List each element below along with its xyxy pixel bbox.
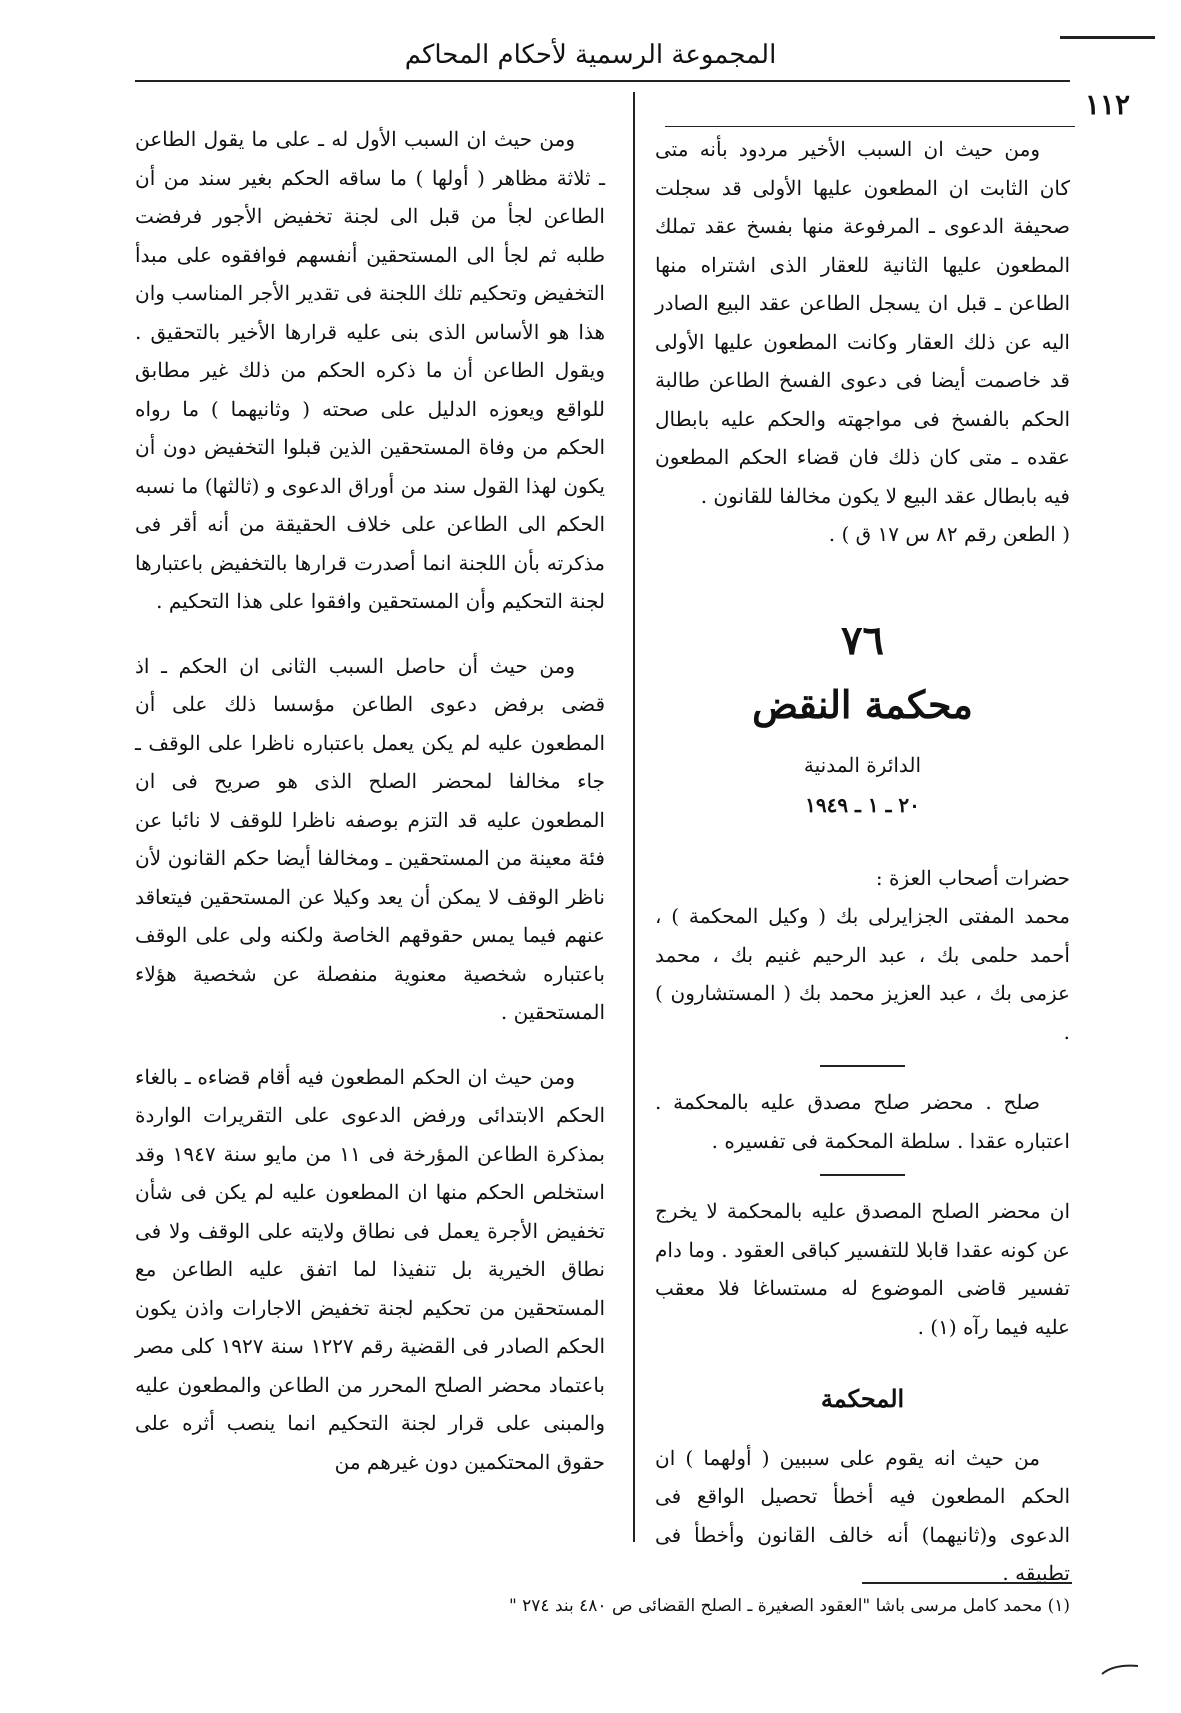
running-header: المجموعة الرسمية لأحكام المحاكم <box>404 40 777 70</box>
section-title: المحكمة <box>820 1384 905 1413</box>
separator-rule <box>820 1065 905 1067</box>
scan-mark <box>1100 1660 1140 1676</box>
judges-heading: حضرات أصحاب العزة : <box>875 865 1070 890</box>
keywords-text: صلح . محضر صلح مصدق عليه بالمحكمة . اعتباره عقدا . سلطة المحكمة فى تفسيره . <box>655 1090 1070 1153</box>
paragraph-last-reason: ومن حيث ان السبب الأخير مردود بأنه متى كان الثابت ان المطعون عليها الأولى قد سجلت صحيفة الدعوى ـ المرفوعة منها بفسخ عقد تملك المطعون عليها الثانية للعقار الذى اشتراه منها الطاعن ـ قبل ان يسجل الطاعن عقد البيع الصادر اليه عن ذلك العقار وكانت المطعون عليها الأولى قد خاصمت أيضا فى دعوى الفسخ الطاعن طالبة الحكم بالفسخ فى مواجهته والحكم عليه بابطال عقده ـ متى كان ذلك فان قضاء الحكم المطعون فيه بابطال عقد البيع لا يكون مخالفا للقانون . <box>655 137 1070 508</box>
court-name: محكمة النقض <box>752 681 973 727</box>
appeal-reference: ( الطعن رقم ٨٢ س ١٧ ق ) . <box>828 522 1070 546</box>
footnote-rule <box>862 1582 1072 1584</box>
judges-block <box>655 859 1070 1052</box>
right-column <box>655 130 1070 1593</box>
corner-rule <box>1060 36 1155 39</box>
left-column <box>135 120 605 1481</box>
court-paragraph: من حيث انه يقوم على سببين ( أولهما ) ان الحكم المطعون فيه أخطأ تحصيل الواقع فى الدعوى و(ثانيهما) أنه خالف القانون وأخطأ فى تطبيقه . <box>655 1445 1070 1585</box>
paragraph-second-reason: ومن حيث أن حاصل السبب الثانى ان الحكم ـ اذ قضى برفض دعوى الطاعن مؤسسا ذلك على أن المطعون عليه لم يكن يعمل باعتباره ناظرا على الوقف ـ جاء مخالفا لمحضر الصلح الذى هو صريح فى ان المطعون عليه قد التزم بوصفه ناظرا للوقف لا نائبا عن فئة معينة من المستحقين ـ ومخالفا أيضا حكم القانون لأن ناظر الوقف لا يمكن أن يعد وكيلا عن المستحقين فيتعاقد عنهم فيما يمس حقوقهم الخاصة ولكنه ولى على الوقف باعتباره شخصية معنوية منفصلة عن شخصية هؤلاء المستحقين . <box>135 653 606 1024</box>
judgment-date: ٢٠ ـ ١ ـ ١٩٤٩ <box>805 793 920 817</box>
keywords-block <box>655 1083 1070 1160</box>
separator-rule <box>820 1174 905 1176</box>
principle-block <box>655 1192 1070 1346</box>
header-rule <box>135 80 1070 82</box>
footnote: (١) محمد كامل مرسى باشا "العقود الصغيرة ـ الصلح القضائى ص ٤٨٠ بند ٢٧٤ " <box>508 1596 1070 1616</box>
paragraph-first-reason: ومن حيث ان السبب الأول له ـ على ما يقول الطاعن ـ ثلاثة مظاهر ( أولها ) ما ساقه الحكم بغير سند من أن الطاعن لجأ من قبل الى لجنة تخفيض الأجور فرفضت طلبه ثم لجأ الى المستحقين أنفسهم فوافقوه على مبدأ التخفيض وتحكيم تلك اللجنة فى تقدير الأجر المناسب وان هذا هو الأساس الذى بنى عليه قرارها الأخير بالتحقيق . ويقول الطاعن أن ما ذكره الحكم من ذلك غير مطابق للواقع ويعوزه الدليل على صحته ( وثانيهما ) ما رواه الحكم من وفاة المستحقين الذين قبلوا التخفيض دون أن يكون لهذا القول سند من أوراق الدعوى و (ثالثها) ما نسبه الحكم الى الطاعن على خلاف الحقيقة من أنه أقر فى مذكرته بأن اللجنة انما أصدرت قرارها بالتخفيض باعتبارها لجنة التحكيم وأن المستحقين وافقوا على هذا التحكيم . <box>135 127 606 613</box>
circuit-name: الدائرة المدنية <box>803 752 922 777</box>
judges-names: محمد المفتى الجزايرلى بك ( وكيل المحكمة ) ، أحمد حلمى بك ، عبد الرحيم غنيم بك ، محمد عزمى بك ، عبد العزيز محمد بك ( المستشارون ) . <box>655 904 1070 1044</box>
page-number-rule <box>665 126 1075 127</box>
paragraph-ruling: ومن حيث ان الحكم المطعون فيه أقام قضاءه ـ بالغاء الحكم الابتدائى ورفض الدعوى على التقريرات الواردة بمذكرة الطاعن المؤرخة فى ١١ من مايو سنة ١٩٤٧ وقد استخلص الحكم منها ان المطعون عليه لم يكن فى شأن تخفيض الأجرة يعمل فى نطاق ولايته على الوقف ولا فى نطاق الخيرية بل تنفيذا لما اتفق عليه الطاعن مع المستحقين من تحكيم لجنة تخفيض الاجارات واذن يكون الحكم الصادر فى القضية رقم ١٢٢٧ سنة ١٩٢٧ كلى مصر باعتماد محضر الصلح المحرر من الطاعن والمطعون عليه والمبنى على قرار لجنة التحكيم انما ينصب أثره على حقوق المحتكمين دون غيرهم من <box>135 1064 605 1474</box>
principle-text: ان محضر الصلح المصدق عليه بالمحكمة لا يخرج عن كونه عقدا قابلا للتفسير كباقى العقود . وما دام تفسير قاضى الموضوع له مستساغا فلا معقب عليه فيما رآه (١) . <box>655 1199 1070 1339</box>
column-divider <box>633 92 635 1542</box>
case-number: ٧٦ <box>841 616 884 664</box>
page-number: ١١٢ <box>1084 88 1130 121</box>
